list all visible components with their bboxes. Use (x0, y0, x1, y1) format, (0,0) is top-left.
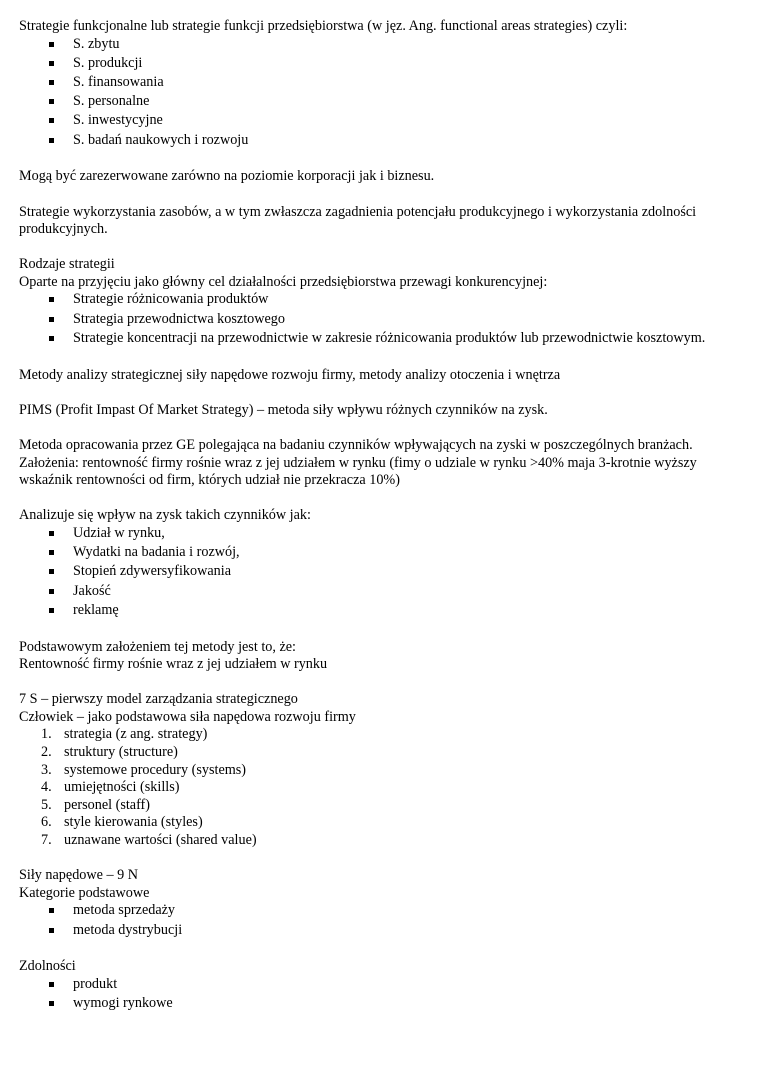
list-item (19, 814, 719, 832)
section4-list (19, 726, 719, 849)
document-body (19, 18, 719, 1014)
list-text: style kierowania (styles) (64, 814, 203, 831)
list-number: 7. (41, 832, 52, 849)
list-text: uznawane wartości (shared value) (64, 832, 257, 849)
paragraph-methods: Metody analizy strategicznej siły napędowe rozwoju firmy, metody analizy otoczenia i wnętrza (19, 366, 561, 383)
list-text: umiejętności (skills) (64, 779, 180, 796)
list-item: S. badań naukowych i rozwoju (19, 132, 719, 150)
list-number: 5. (41, 796, 52, 813)
paragraph-ge: Metoda opracowania przez GE polegająca na badaniu czynników wpływających na zyski w poszczególnych branżach. (19, 437, 693, 453)
paragraph-assumptions: Założenia: rentowność firmy rośnie wraz z jej udziałem w rynku (fimy o udziale w rynku >40% maja 3-krotnie wyższy wskaźnik rentowności od firm, których udział nie przekracza 10%) (19, 454, 697, 489)
list-item (19, 797, 719, 815)
list-item: Stopień zdywersyfikowania (19, 563, 719, 581)
list-number: 2. (41, 744, 52, 761)
list-item: S. personalne (19, 93, 719, 111)
list-text: systemowe procedury (systems) (64, 761, 247, 778)
list-number: 1. (41, 726, 52, 743)
list-item: S. produkcji (19, 55, 719, 73)
section6-heading: Zdolności (19, 958, 76, 975)
list-item: wymogi rynkowe (19, 995, 719, 1013)
list-item: metoda sprzedaży (19, 902, 719, 920)
paragraph-resources: Strategie wykorzystania zasobów, a w tym zwłaszcza zagadnienia potencjału produkcyjnego i wykorzystania zdolności produkcyjnych. (19, 203, 697, 238)
section5-heading: Siły napędowe – 9 N (19, 867, 139, 884)
list-item: Wydatki na badania i rozwój, (19, 544, 719, 562)
list-item: reklamę (19, 602, 719, 620)
list-number: 4. (41, 779, 52, 796)
list-text: strategia (z ang. strategy) (64, 726, 208, 743)
list-text: personel (staff) (64, 796, 151, 813)
list-item: S. finansowania (19, 74, 719, 92)
list-item (19, 744, 719, 762)
list-item: Jakość (19, 583, 719, 601)
section2-list (19, 291, 719, 347)
section3-intro: Analizuje się wpływ na zysk takich czynników jak: (19, 507, 311, 524)
list-item: Udział w rynku, (19, 525, 719, 543)
list-item (19, 832, 719, 850)
section5-list (19, 902, 719, 939)
paragraph-reserved: Mogą być zarezerwowane zarówno na poziomie korporacji jak i biznesu. (19, 168, 435, 185)
section1-list (19, 36, 719, 150)
list-item (19, 779, 719, 797)
section2-heading: Rodzaje strategii (19, 256, 115, 273)
list-item: Strategie różnicowania produktów (19, 291, 719, 309)
list-item (19, 726, 719, 744)
section6-list (19, 976, 719, 1013)
list-item: Strategia przewodnictwa kosztowego (19, 311, 719, 329)
list-text: struktury (structure) (64, 744, 178, 761)
paragraph-basic-assumption: Podstawowym założeniem tej metody jest to, że: (19, 638, 296, 655)
section2-intro: Oparte na przyjęciu jako główny cel działalności przedsiębiorstwa przewagi konkurencyjnej: (19, 273, 548, 290)
paragraph-pims: PIMS (Profit Impast Of Market Strategy) – metoda siły wpływu różnych czynników na zysk. (19, 401, 548, 418)
list-item: metoda dystrybucji (19, 922, 719, 940)
list-item: produkt (19, 976, 719, 994)
section4-subheading: Człowiek – jako podstawowa siła napędowa rozwoju firmy (19, 708, 356, 725)
section3-list (19, 525, 719, 619)
list-item: Strategie koncentracji na przewodnictwie w zakresie różnicowania produktów lub przewodnictwie kosztowym. (19, 330, 719, 348)
paragraph-basic-conclusion: Rentowność firmy rośnie wraz z jej udziałem w rynku (19, 656, 328, 673)
list-item: S. inwestycyjne (19, 112, 719, 130)
list-number: 6. (41, 814, 52, 831)
list-item (19, 762, 719, 780)
section4-heading: 7 S – pierwszy model zarządzania strategicznego (19, 691, 298, 708)
section5-subheading: Kategorie podstawowe (19, 884, 150, 901)
section1-intro: Strategie funkcjonalne lub strategie funkcji przedsiębiorstwa (w jęz. Ang. functional areas strategies) czyli: (19, 18, 628, 34)
list-item: S. zbytu (19, 36, 719, 54)
list-number: 3. (41, 761, 52, 778)
